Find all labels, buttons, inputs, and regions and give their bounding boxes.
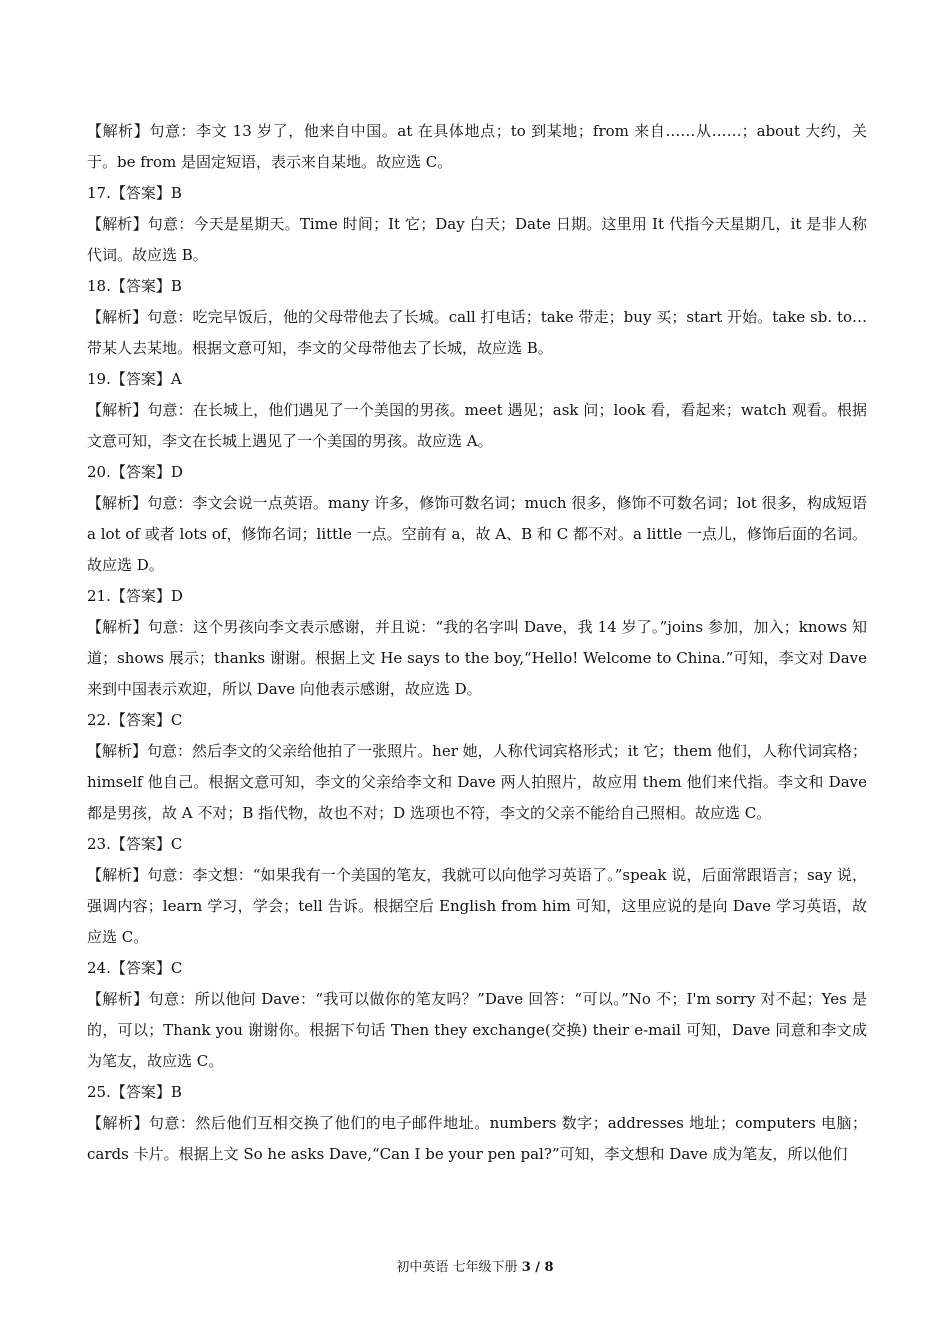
page-number: 3 / 8 [521,1260,554,1275]
answer-line: 17.【答案】B [87,184,182,202]
paragraph: 【解析】句意：李文 13 岁了，他来自中国。at 在具体地点；to 到某地；from 来自……从……；about 大约，关于。be from 是固定短语，表示来自某地。故应选 C。 [87,122,867,171]
answer-line: 25.【答案】B [87,1083,182,1101]
page-footer [0,1256,950,1275]
answer-line: 18.【答案】B [87,277,182,295]
paragraph: 【解析】句意：李文会说一点英语。many 许多，修饰可数名词；much 很多，修饰不可数名词；lot 很多，构成短语 a lot of 或者 lots of，修饰名词；little 一点。空前有 a，故 A、B 和 C 都不对。a little 一点儿，修饰后面的名词。故应选 D。 [87,494,867,574]
answer-line: 21.【答案】D [87,587,183,605]
paragraph: 【解析】句意：在长城上，他们遇见了一个美国的男孩。meet 遇见；ask 问；look 看，看起来；watch 观看。根据文意可知，李文在长城上遇见了一个美国的男孩。故应选 A。 [87,401,867,450]
paragraph: 【解析】句意：今天是星期天。Time 时间；It 它；Day 白天；Date 日期。这里用 It 代指今天星期几，it 是非人称代词。故应选 B。 [87,215,867,264]
paragraph: 【解析】句意：李文想：“如果我有一个美国的笔友，我就可以向他学习英语了。”speak 说，后面常跟语言；say 说，强调内容；learn 学习，学会；tell 告诉。根据空后 English from him 可知，这里应说的是向 Dave 学习英语，故应选 C。 [87,866,867,946]
paragraph: 【解析】句意：然后他们互相交换了他们的电子邮件地址。numbers 数字；addresses 地址；computers 电脑；cards 卡片。根据上文 So he asks Dave,“Can I be your pen pal?”可知，李文想和 Dave 成为笔友，所以他们 [87,1114,867,1163]
paragraph: 【解析】句意：这个男孩向李文表示感谢，并且说：“我的名字叫 Dave，我 14 岁了。”joins 参加，加入；knows 知道；shows 展示；thanks 谢谢。根据上文 He says to the boy,“Hello! Welcome to China.”可知，李文对 Dave 来到中国表示欢迎，所以 Dave 向他表示感谢，故应选 D。 [87,618,867,698]
answer-line: 20.【答案】D [87,463,183,481]
answer-line: 22.【答案】C [87,711,183,729]
answer-line: 19.【答案】A [87,370,182,388]
answer-line: 23.【答案】C [87,835,183,853]
paragraph: 【解析】句意：然后李文的父亲给他拍了一张照片。her 她，人称代词宾格形式；it 它；them 他们，人称代词宾格；himself 他自己。根据文意可知，李文的父亲给李文和 Dave 两人拍照片，故应用 them 他们来代指。李文和 Dave 都是男孩，故 A 不对；B 指代物，故也不对；D 选项也不符，李文的父亲不能给自己照相。故应选 C。 [87,742,867,822]
footer-label: 初中英语 七年级下册 [396,1260,518,1275]
paragraph: 【解析】句意：吃完早饭后，他的父母带他去了长城。call 打电话；take 带走；buy 买；start 开始。take sb. to…带某人去某地。根据文意可知，李文的父母带他去了长城，故应选 B。 [87,308,867,357]
paragraph: 【解析】句意：所以他问 Dave：“我可以做你的笔友吗？”Dave 回答：“可以。”No 不；I'm sorry 对不起；Yes 是的，可以；Thank you 谢谢你。根据下句话 Then they exchange(交换) their e-mail 可知，Dave 同意和李文成为笔友，故应选 C。 [87,990,867,1070]
answer-line: 24.【答案】C [87,959,183,977]
document-body [87,116,867,1170]
